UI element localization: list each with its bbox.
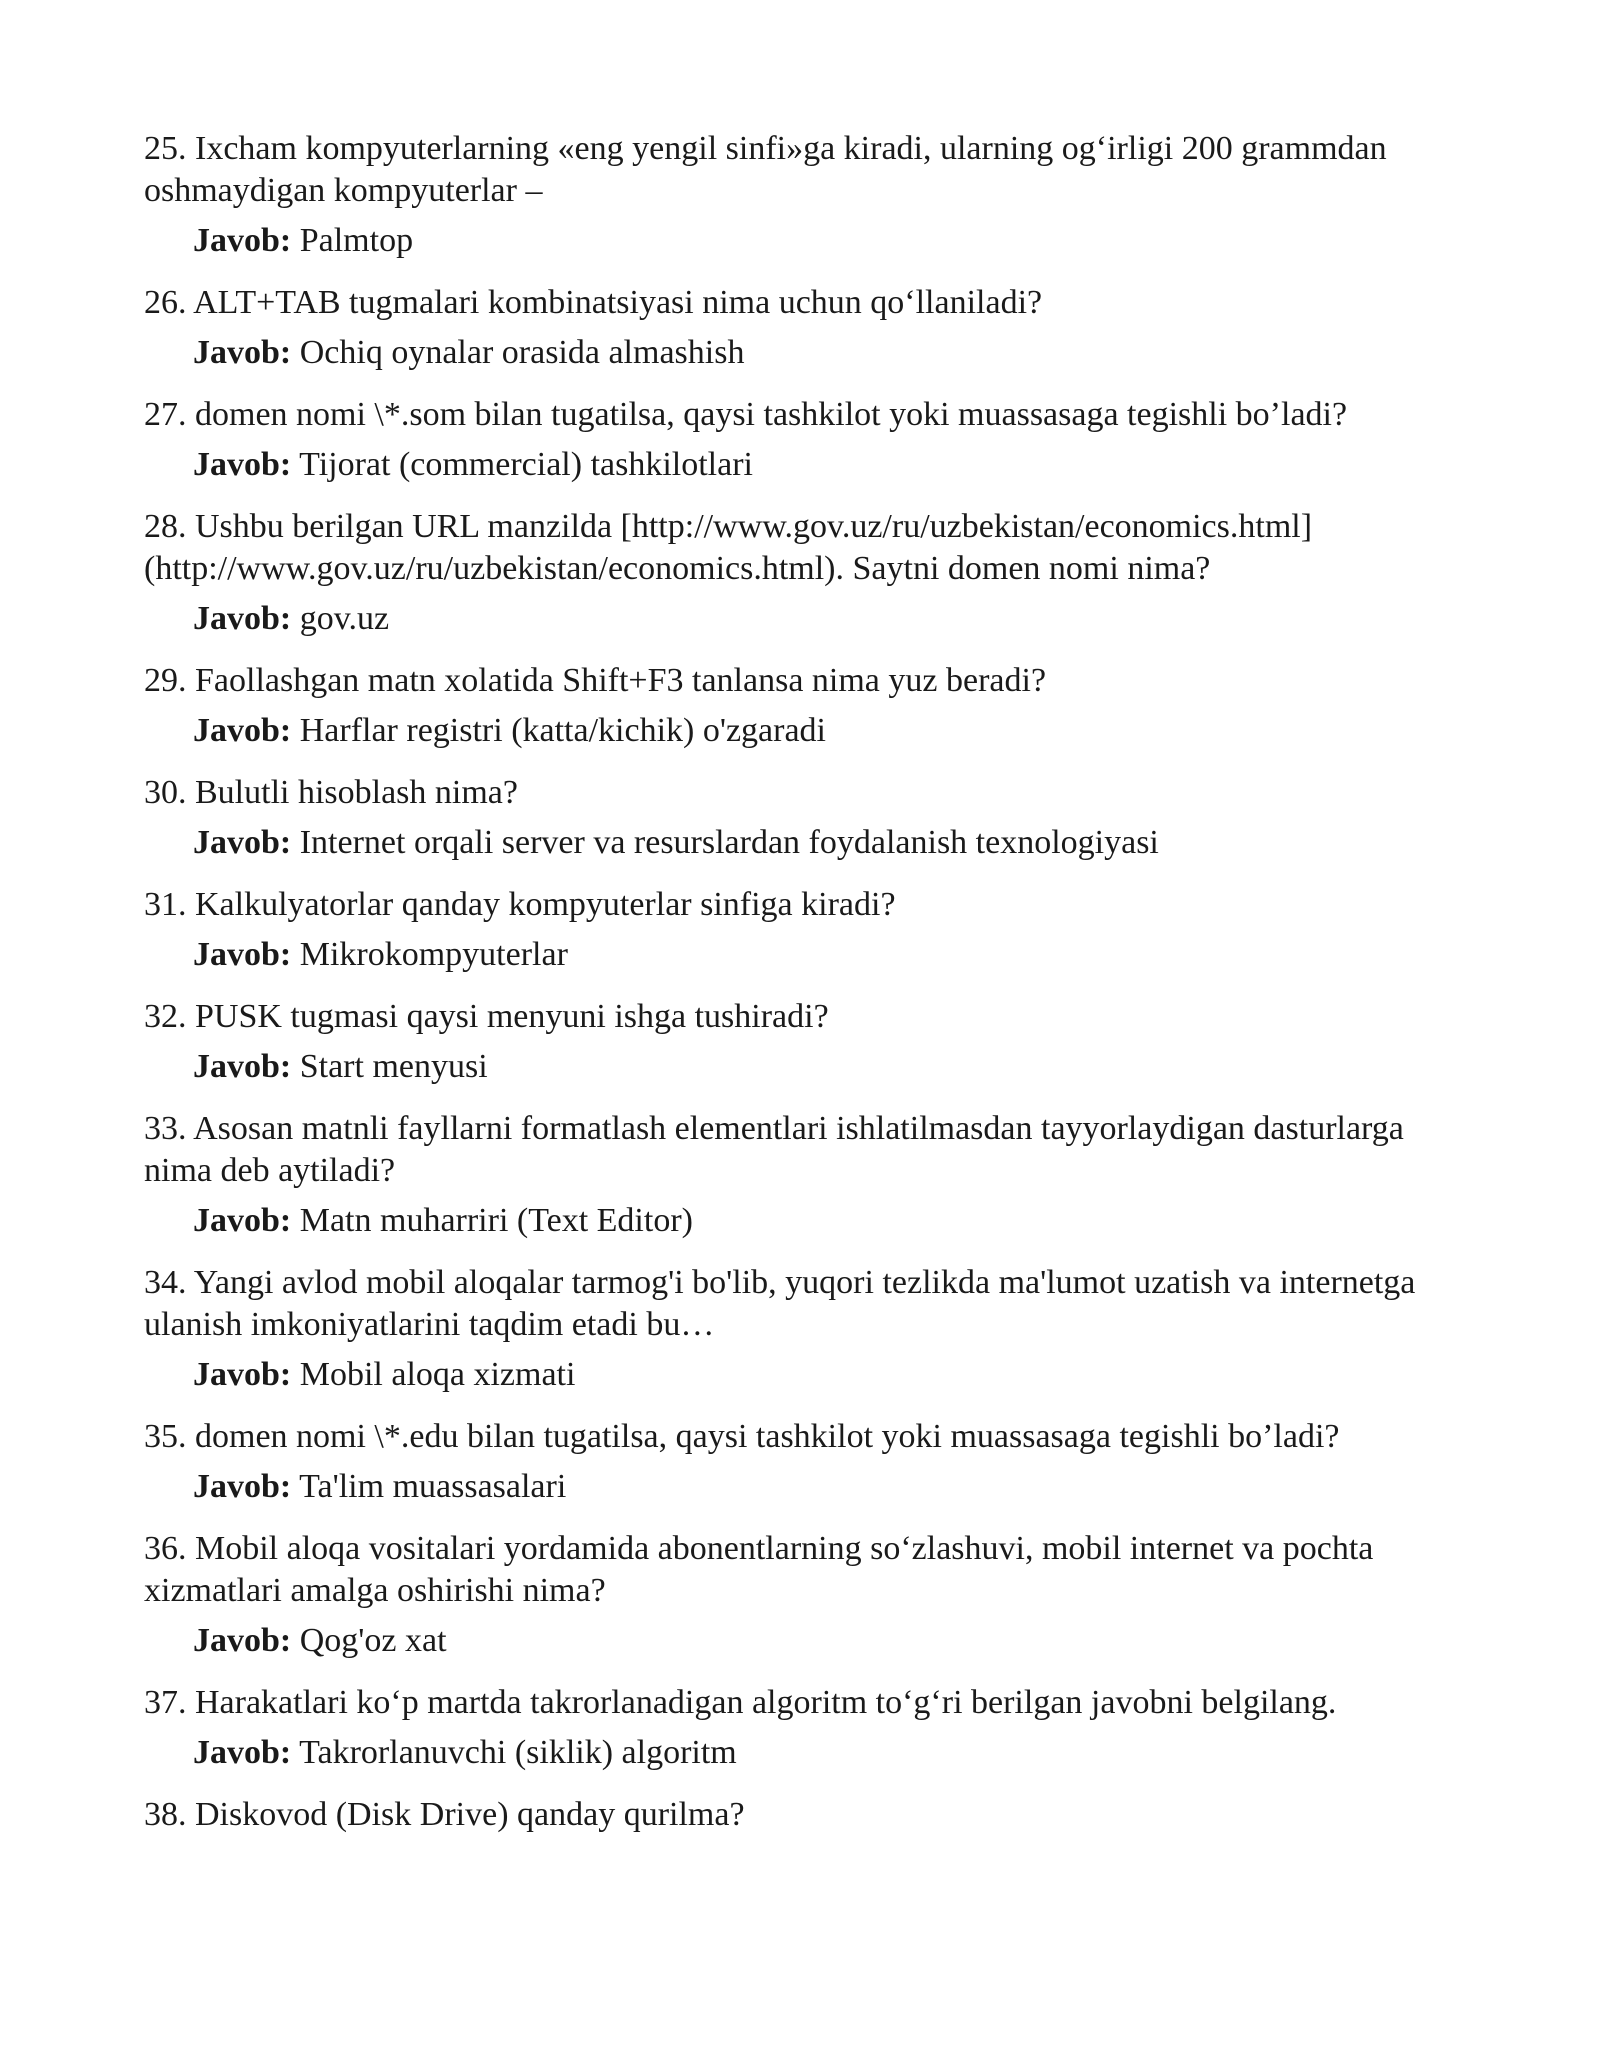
answer-label: Javob: <box>193 1622 292 1659</box>
answer-label: Javob: <box>193 222 292 259</box>
answer-label: Javob: <box>193 824 292 861</box>
answer-label: Javob: <box>193 1048 292 1085</box>
answer-label: Javob: <box>193 600 292 637</box>
answer-line <box>193 822 1474 864</box>
answer-text: Palmtop <box>299 222 414 259</box>
qa-item <box>144 772 1474 864</box>
answer-line <box>193 444 1474 486</box>
qa-item <box>144 1416 1474 1508</box>
question-text: 28. Ushbu berilgan URL manzilda [http://www.gov.uz/ru/uzbekistan/economics.html] (http://www.gov.uz/ru/uzbekistan/economics.html). Saytni domen nomi nima? <box>144 508 1313 587</box>
answer-label: Javob: <box>193 1468 292 1505</box>
question-text: 35. domen nomi \*.edu bilan tugatilsa, qaysi tashkilot yoki muassasaga tegishli bo’ladi? <box>144 1418 1340 1455</box>
answer-line <box>193 1466 1474 1508</box>
qa-item <box>144 1262 1474 1396</box>
answer-line <box>193 1046 1474 1088</box>
answer-line <box>193 710 1474 752</box>
question-text: 27. domen nomi \*.som bilan tugatilsa, qaysi tashkilot yoki muassasaga tegishli bo’ladi? <box>144 396 1348 433</box>
qa-item <box>144 996 1474 1088</box>
qa-item <box>144 884 1474 976</box>
qa-item <box>144 394 1474 486</box>
question-text: 31. Kalkulyatorlar qanday kompyuterlar sinfiga kiradi? <box>144 886 896 923</box>
answer-text: gov.uz <box>299 600 390 637</box>
answer-text: Ochiq oynalar orasida almashish <box>299 334 745 371</box>
qa-item <box>144 1528 1474 1662</box>
question-text: 32. PUSK tugmasi qaysi menyuni ishga tushiradi? <box>144 998 829 1035</box>
answer-text: Qog'oz xat <box>299 1622 447 1659</box>
answer-text: Takrorlanuvchi (siklik) algoritm <box>299 1734 737 1771</box>
answer-line <box>193 598 1474 640</box>
qa-item <box>144 1682 1474 1774</box>
answer-text: Start menyusi <box>299 1048 488 1085</box>
answer-line <box>193 220 1474 262</box>
qa-item <box>144 1794 1474 1836</box>
question-text: 33. Asosan matnli fayllarni formatlash elementlari ishlatilmasdan tayyorlaydigan dasturlarga nima deb aytiladi? <box>144 1110 1404 1189</box>
answer-text: Mobil aloqa xizmati <box>299 1356 576 1393</box>
qa-item <box>144 128 1474 262</box>
question-text: 30. Bulutli hisoblash nima? <box>144 774 518 811</box>
answer-line <box>193 934 1474 976</box>
answer-label: Javob: <box>193 334 292 371</box>
answer-text: Internet orqali server va resurslardan foydalanish texnologiyasi <box>299 824 1159 861</box>
qa-item <box>144 282 1474 374</box>
answer-line <box>193 1200 1474 1242</box>
answer-text: Harflar registri (katta/kichik) o'zgaradi <box>299 712 827 749</box>
answer-text: Ta'lim muassasalari <box>299 1468 567 1505</box>
qa-item <box>144 660 1474 752</box>
question-text: 29. Faollashgan matn xolatida Shift+F3 tanlansa nima yuz beradi? <box>144 662 1047 699</box>
answer-line <box>193 1732 1474 1774</box>
qa-item <box>144 1108 1474 1242</box>
answer-label: Javob: <box>193 712 292 749</box>
question-text: 37. Harakatlari ko‘p martda takrorlanadigan algoritm to‘g‘ri berilgan javobni belgilang. <box>144 1684 1337 1721</box>
answer-text: Tijorat (commercial) tashkilotlari <box>299 446 753 483</box>
answer-label: Javob: <box>193 1734 292 1771</box>
answer-label: Javob: <box>193 1356 292 1393</box>
question-text: 25. Ixcham kompyuterlarning «eng yengil sinfi»ga kiradi, ularning og‘irligi 200 grammdan oshmaydigan kompyuterlar – <box>144 130 1387 209</box>
answer-line <box>193 1620 1474 1662</box>
question-text: 38. Diskovod (Disk Drive) qanday qurilma? <box>144 1796 745 1833</box>
question-text: 36. Mobil aloqa vositalari yordamida abonentlarning so‘zlashuvi, mobil internet va pochta xizmatlari amalga oshirishi nima? <box>144 1530 1374 1609</box>
document-page <box>144 128 1474 1856</box>
answer-label: Javob: <box>193 936 292 973</box>
answer-label: Javob: <box>193 446 292 483</box>
answer-text: Mikrokompyuterlar <box>299 936 568 973</box>
answer-text: Matn muharriri (Text Editor) <box>299 1202 693 1239</box>
answer-line <box>193 332 1474 374</box>
question-text: 26. ALT+TAB tugmalari kombinatsiyasi nima uchun qo‘llaniladi? <box>144 284 1043 321</box>
answer-line <box>193 1354 1474 1396</box>
answer-label: Javob: <box>193 1202 292 1239</box>
qa-item <box>144 506 1474 640</box>
question-text: 34. Yangi avlod mobil aloqalar tarmog'i bo'lib, yuqori tezlikda ma'lumot uzatish va internetga ulanish imkoniyatlarini taqdim etadi bu… <box>144 1264 1416 1343</box>
